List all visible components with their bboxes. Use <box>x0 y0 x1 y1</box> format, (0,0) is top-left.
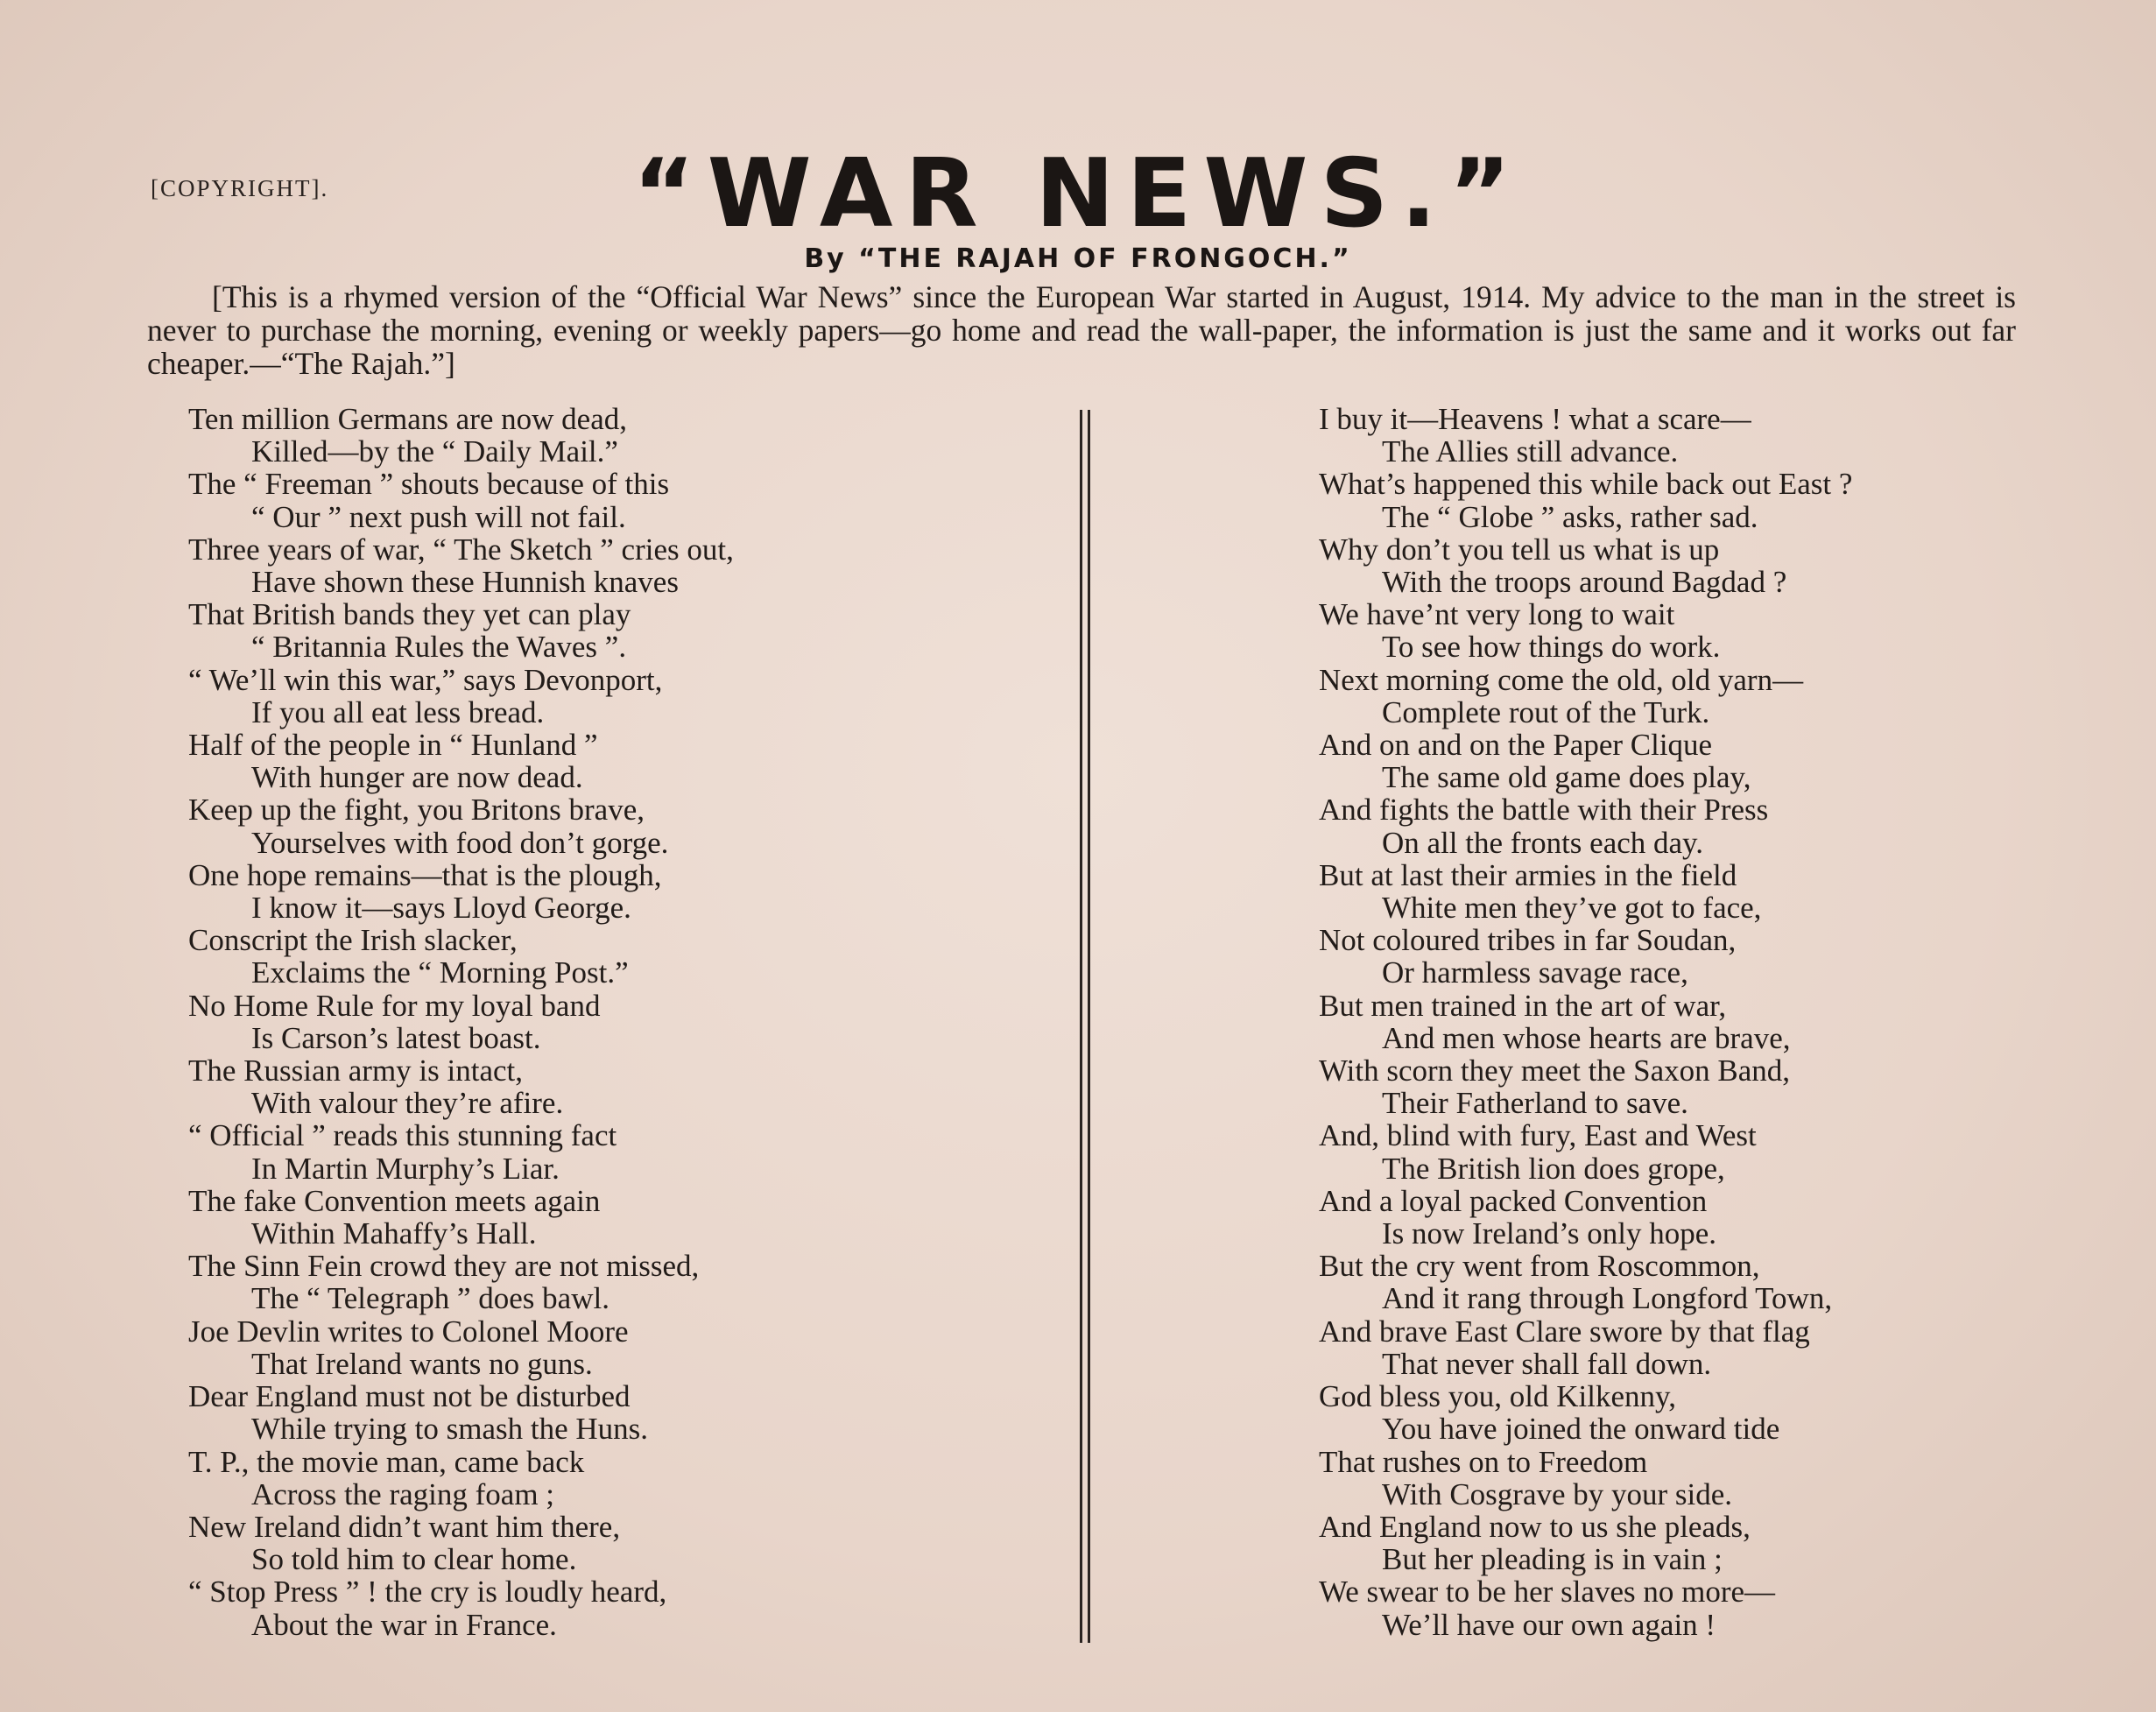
poem-line: “ Our ” next push will not fail. <box>251 499 626 534</box>
poem-line: The Sinn Fein crowd they are not missed, <box>188 1249 700 1284</box>
poem-line: The “ Freeman ” shouts because of this <box>188 467 670 502</box>
poem-line: T. P., the movie man, came back <box>188 1444 585 1479</box>
poem-line: So told him to clear home. <box>251 1542 577 1577</box>
poem-line: With valour they’re afire. <box>251 1086 564 1121</box>
poem-line: I buy it—Heavens ! what a scare— <box>1319 402 1751 436</box>
poem-line: That rushes on to Freedom <box>1319 1444 1648 1479</box>
poem-line: That Ireland wants no guns. <box>251 1346 593 1381</box>
poem-line: Within Mahaffy’s Hall. <box>251 1216 537 1251</box>
poem-line: What’s happened this while back out East ? <box>1319 467 1853 502</box>
poem-line: The British lion does grope, <box>1382 1151 1725 1186</box>
poem-right-column <box>1319 403 1852 1641</box>
poem-line: But her pleading is in vain ; <box>1382 1542 1723 1577</box>
poem-line: And on and on the Paper Clique <box>1319 728 1713 763</box>
poem-line: Is now Ireland’s only hope. <box>1382 1216 1717 1251</box>
poem-line: The fake Convention meets again <box>188 1183 601 1218</box>
poem-line: We swear to be her slaves no more— <box>1319 1575 1776 1610</box>
poem-line: Yourselves with food don’t gorge. <box>251 825 669 860</box>
poem-line: Joe Devlin writes to Colonel Moore <box>188 1314 629 1349</box>
poem-line: Is Carson’s latest boast. <box>251 1020 541 1055</box>
poem-line: But men trained in the art of war, <box>1319 988 1727 1023</box>
poem-line: The “ Telegraph ” does bawl. <box>251 1281 609 1316</box>
poem-line: Next morning come the old, old yarn— <box>1319 662 1804 697</box>
poem-line: About the war in France. <box>251 1607 557 1642</box>
copyright-notice: [COPYRIGHT]. <box>151 175 329 201</box>
poem-line: With scorn they meet the Saxon Band, <box>1319 1053 1791 1088</box>
poem-line: That British bands they yet can play <box>188 597 631 632</box>
poem-line: Across the raging foam ; <box>251 1476 555 1511</box>
byline: By “THE RAJAH OF FRONGOCH.” <box>804 243 1352 274</box>
poem-line: The Russian army is intact, <box>188 1053 524 1088</box>
poem-line: In Martin Murphy’s Liar. <box>251 1151 560 1186</box>
poem-line: And brave East Clare swore by that flag <box>1319 1314 1810 1349</box>
poem-line: Conscript the Irish slacker, <box>188 923 518 958</box>
poem-line: Complete rout of the Turk. <box>1382 694 1710 729</box>
poem-line: On all the fronts each day. <box>1382 825 1704 860</box>
poem-line: You have joined the onward tide <box>1382 1412 1780 1447</box>
poem-line: And England now to us she pleads, <box>1319 1509 1751 1544</box>
poem-line: And it rang through Longford Town, <box>1382 1281 1833 1316</box>
poem-line: The “ Globe ” asks, rather sad. <box>1382 499 1758 534</box>
poem-line: Why don’t you tell us what is up <box>1319 532 1720 567</box>
poem-line: Their Fatherland to save. <box>1382 1086 1688 1121</box>
column-divider <box>1080 410 1082 1643</box>
poem-line: And a loyal packed Convention <box>1319 1183 1708 1218</box>
poem-line: With hunger are now dead. <box>251 760 583 795</box>
poem-line: I know it—says Lloyd George. <box>251 891 631 926</box>
poem-line: God bless you, old Kilkenny, <box>1319 1379 1676 1414</box>
poem-line: Exclaims the “ Morning Post.” <box>251 955 629 990</box>
poem-line: And, blind with fury, East and West <box>1319 1118 1757 1153</box>
poem-line: “ We’ll win this war,” says Devonport, <box>188 662 663 697</box>
poem-line: No Home Rule for my loyal band <box>188 988 601 1023</box>
poem-line: Keep up the fight, you Britons brave, <box>188 793 645 828</box>
poem-line: If you all eat less bread. <box>251 694 545 729</box>
poem-line: The same old game does play, <box>1382 760 1751 795</box>
poem-line: Ten million Germans are now dead, <box>188 402 628 436</box>
poem-line: Have shown these Hunnish knaves <box>251 565 679 600</box>
poem-line: Dear England must not be disturbed <box>188 1379 631 1414</box>
poem-line: Killed—by the “ Daily Mail.” <box>251 434 618 469</box>
poem-line: But the cry went from Roscommon, <box>1319 1249 1760 1284</box>
poem-line: That never shall fall down. <box>1382 1346 1712 1381</box>
poem-line: “ Stop Press ” ! the cry is loudly heard, <box>188 1575 667 1610</box>
poem-line: “ Official ” reads this stunning fact <box>188 1118 617 1153</box>
poem-line: While trying to smash the Huns. <box>251 1412 649 1447</box>
poem-line: The Allies still advance. <box>1382 434 1679 469</box>
poem-line: White men they’ve got to face, <box>1382 891 1762 926</box>
poem-line: And fights the battle with their Press <box>1319 793 1769 828</box>
intro-paragraph: [This is a rhymed version of the “Official War News” since the European War started in August, 1914. My advice to the man in the street is never to purchase the morning, evening or weekly papers—go home and read the wall-paper, the information is just the same and it works out far cheaper.—“The Rajah.”] <box>147 279 2016 381</box>
poem-left-column <box>188 403 734 1641</box>
page-title: “WAR NEWS.” <box>632 139 1524 249</box>
poem-line: With the troops around Bagdad ? <box>1382 565 1787 600</box>
poem-line: We’ll have our own again ! <box>1382 1607 1716 1642</box>
poem-line: To see how things do work. <box>1382 630 1721 665</box>
poem-line: With Cosgrave by your side. <box>1382 1476 1733 1511</box>
poem-line: “ Britannia Rules the Waves ”. <box>251 630 627 665</box>
poem-line: Or harmless savage race, <box>1382 955 1688 990</box>
poem-line: Three years of war, “ The Sketch ” cries out, <box>188 532 734 567</box>
poem-line: One hope remains—that is the plough, <box>188 857 662 892</box>
poem-line: Not coloured tribes in far Soudan, <box>1319 923 1737 958</box>
poem-line: Half of the people in “ Hunland ” <box>188 728 598 763</box>
poem-line: But at last their armies in the field <box>1319 857 1737 892</box>
poem-line: We have’nt very long to wait <box>1319 597 1675 632</box>
poem-line: New Ireland didn’t want him there, <box>188 1509 621 1544</box>
poem-line: And men whose hearts are brave, <box>1382 1020 1791 1055</box>
